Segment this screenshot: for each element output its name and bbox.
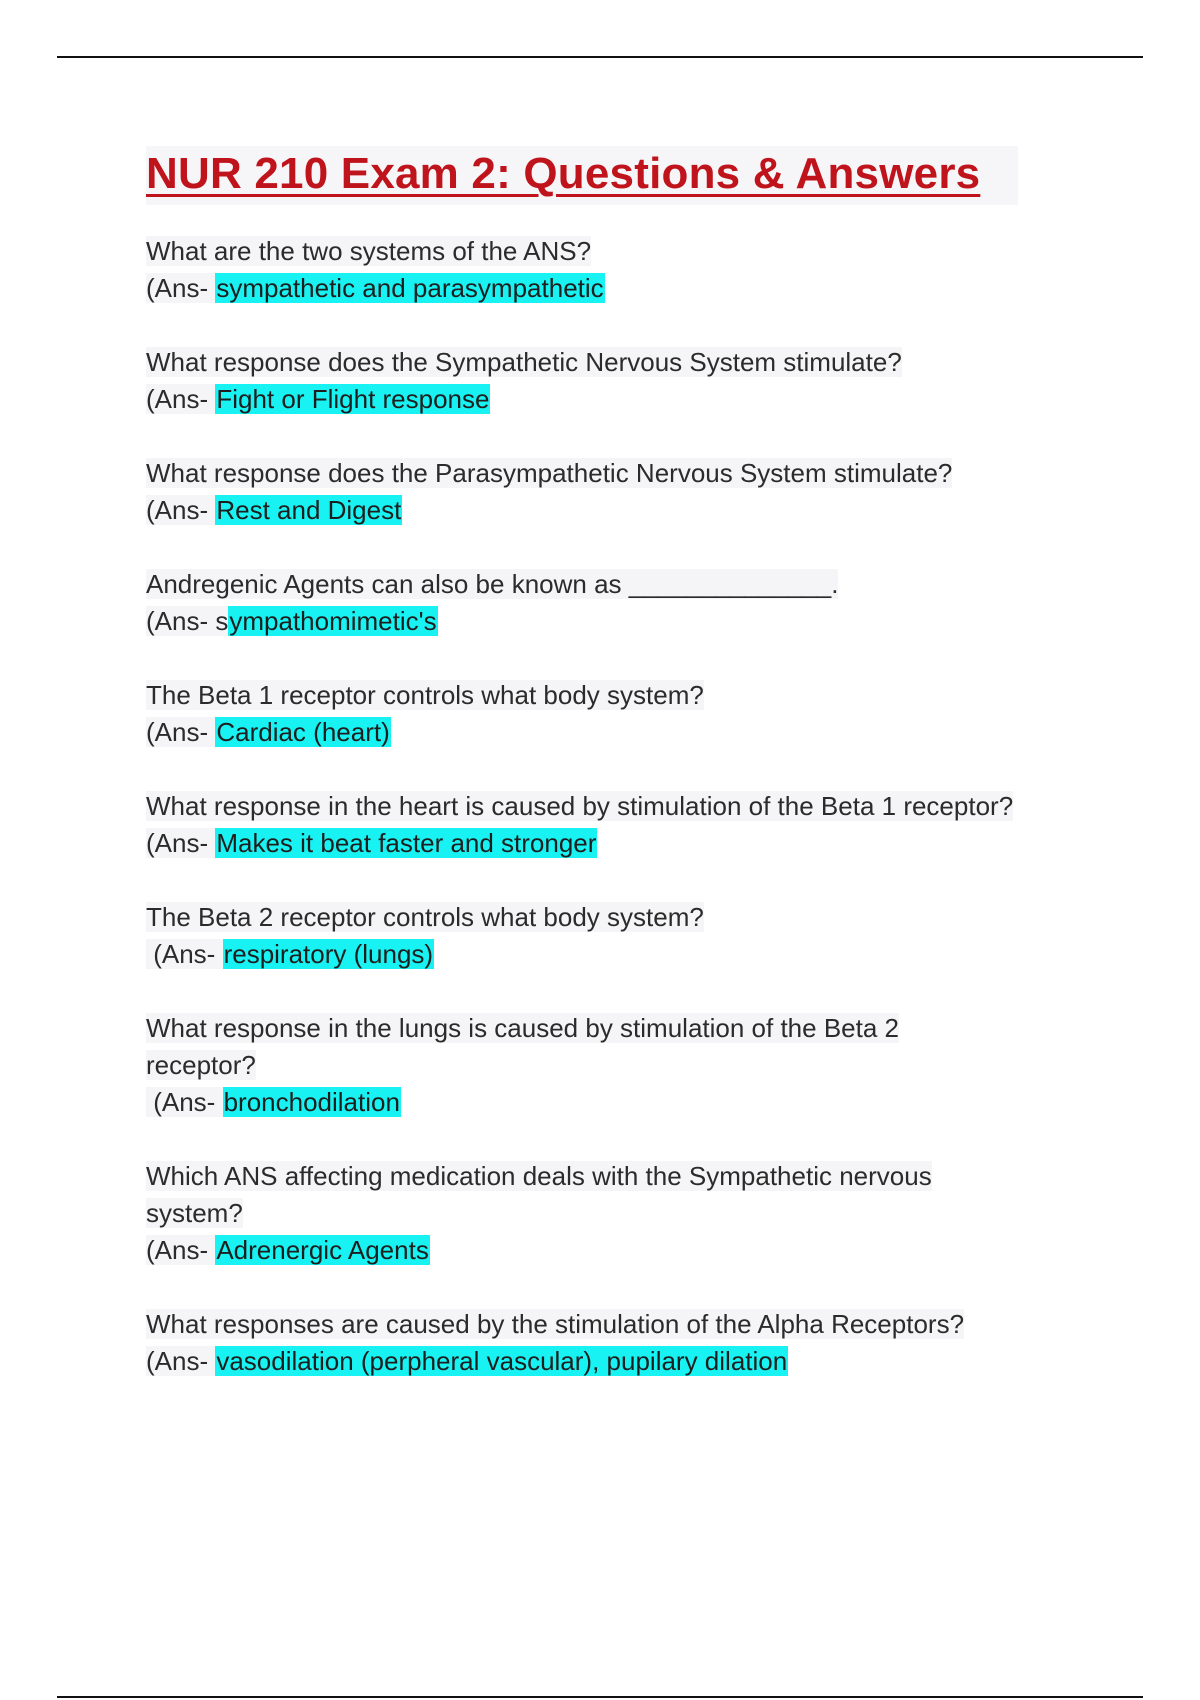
document-body: [146, 146, 1096, 1417]
answer-line: [146, 825, 1096, 862]
question-text: What response does the Sympathetic Nervous System stimulate?: [146, 347, 902, 377]
title-block: [146, 146, 1018, 205]
question-text: Which ANS affecting medication deals with the Sympathetic nervous: [146, 1161, 932, 1191]
answer-line: [146, 1343, 1096, 1380]
answer-line: [146, 492, 1096, 529]
qa-item: [146, 788, 1096, 862]
answer-highlight: vasodilation (perpheral vascular), pupilary dilation: [216, 1346, 788, 1376]
question-text: Andregenic Agents can also be known as ______________.: [146, 569, 839, 599]
question-text: What are the two systems of the ANS?: [146, 236, 592, 266]
qa-item: [146, 899, 1096, 973]
question-line: [146, 1306, 1096, 1343]
answer-prefix: (Ans-: [146, 1346, 216, 1376]
answer-line: [146, 1232, 1096, 1269]
answer-prefix: (Ans-: [146, 1235, 216, 1265]
answer-highlight: Cardiac (heart): [216, 717, 390, 747]
answer-prefix: (Ans-: [146, 828, 216, 858]
question-line: [146, 899, 1096, 936]
answer-prefix: (Ans-: [146, 939, 223, 969]
question-line: [146, 455, 1096, 492]
question-text: What response in the heart is caused by stimulation of the Beta 1 receptor?: [146, 791, 1014, 821]
header-rule: [57, 56, 1143, 58]
answer-prefix: (Ans-: [146, 273, 216, 303]
qa-item: [146, 455, 1096, 529]
answer-prefix: (Ans-: [146, 384, 216, 414]
question-line: [146, 566, 1096, 603]
qa-item: [146, 566, 1096, 640]
qa-item: [146, 1306, 1096, 1380]
footer-rule: [57, 1696, 1143, 1698]
question-text: The Beta 2 receptor controls what body system?: [146, 902, 704, 932]
answer-line: [146, 1084, 1096, 1121]
question-line: [146, 233, 1096, 270]
qa-list: [146, 233, 1096, 1380]
qa-item: [146, 1158, 1096, 1269]
question-line: [146, 1195, 1096, 1232]
answer-prefix: (Ans-: [146, 495, 216, 525]
question-text: What responses are caused by the stimulation of the Alpha Receptors?: [146, 1309, 965, 1339]
answer-highlight: bronchodilation: [223, 1087, 400, 1117]
answer-line: [146, 936, 1096, 973]
answer-prefix: (Ans- s: [146, 606, 229, 636]
answer-highlight: Rest and Digest: [216, 495, 402, 525]
question-line: [146, 1010, 1096, 1047]
question-text: The Beta 1 receptor controls what body system?: [146, 680, 704, 710]
answer-prefix: (Ans-: [146, 717, 216, 747]
qa-item: [146, 344, 1096, 418]
answer-highlight: respiratory (lungs): [223, 939, 434, 969]
answer-highlight: ympathomimetic's: [229, 606, 437, 636]
answer-line: [146, 381, 1096, 418]
document-title: NUR 210 Exam 2: Questions & Answers: [146, 149, 981, 198]
answer-highlight: Adrenergic Agents: [216, 1235, 429, 1265]
question-line: [146, 1158, 1096, 1195]
question-text: What response does the Parasympathetic Nervous System stimulate?: [146, 458, 953, 488]
answer-highlight: sympathetic and parasympathetic: [216, 273, 604, 303]
question-text: receptor?: [146, 1050, 256, 1080]
answer-prefix: (Ans-: [146, 1087, 223, 1117]
qa-item: [146, 233, 1096, 307]
answer-highlight: Fight or Flight response: [216, 384, 490, 414]
question-line: [146, 788, 1096, 825]
question-line: [146, 344, 1096, 381]
question-line: [146, 1047, 1096, 1084]
answer-line: [146, 603, 1096, 640]
question-line: [146, 677, 1096, 714]
qa-item: [146, 677, 1096, 751]
question-text: What response in the lungs is caused by stimulation of the Beta 2: [146, 1013, 899, 1043]
answer-highlight: Makes it beat faster and stronger: [216, 828, 597, 858]
answer-line: [146, 270, 1096, 307]
question-text: system?: [146, 1198, 243, 1228]
qa-item: [146, 1010, 1096, 1121]
answer-line: [146, 714, 1096, 751]
